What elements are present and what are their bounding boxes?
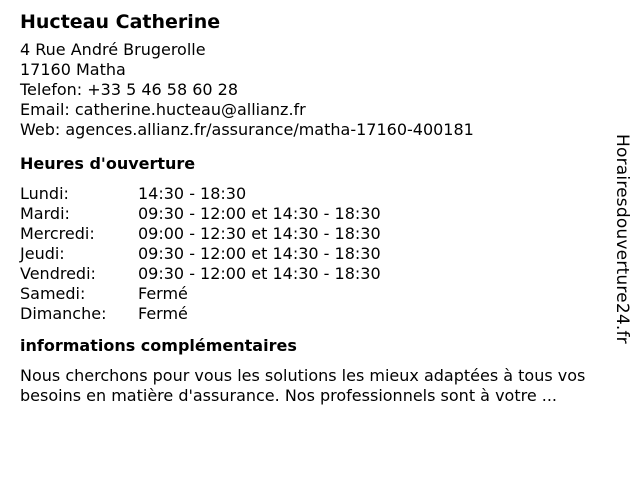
business-card [20,8,620,406]
contact-block [20,40,620,140]
phone-line[interactable]: Telefon: +33 5 46 58 60 28 [20,80,239,99]
day-hours: 09:00 - 12:30 et 14:30 - 18:30 [138,224,381,243]
day-label: Lundi: [20,184,69,203]
email-line[interactable]: Email: catherine.hucteau@allianz.fr [20,100,306,119]
extra-info-text: Nous cherchons pour vous les solutions les mieux adaptées à tous vos besoins en matière d'assurance. Nos professionnels sont à votre ... [20,366,586,405]
hours-row-saturday [20,284,620,304]
hours-row-tuesday [20,204,620,224]
day-label: Dimanche: [20,304,107,323]
day-hours: 09:30 - 12:00 et 14:30 - 18:30 [138,204,381,223]
hours-row-monday [20,184,620,204]
day-label: Mercredi: [20,224,95,243]
hours-heading: Heures d'ouverture [20,154,196,173]
day-label: Samedi: [20,284,86,303]
day-label: Jeudi: [20,244,65,263]
street-address: 4 Rue André Brugerolle [20,40,206,59]
day-label: Mardi: [20,204,70,223]
day-hours: 14:30 - 18:30 [138,184,247,203]
web-line[interactable]: Web: agences.allianz.fr/assurance/matha-17160-400181 [20,120,474,139]
hours-row-thursday [20,244,620,264]
day-label: Vendredi: [20,264,96,283]
hours-row-friday [20,264,620,284]
day-hours: Fermé [138,304,188,323]
hours-row-sunday [20,304,620,324]
site-watermark: Horairesdouverture24.fr [612,134,632,344]
hours-row-wednesday [20,224,620,244]
hours-table [20,184,620,324]
day-hours: 09:30 - 12:00 et 14:30 - 18:30 [138,264,381,283]
city-address: 17160 Matha [20,60,126,79]
business-name: Hucteau Catherine [20,11,221,33]
extra-info-heading: informations complémentaires [20,336,297,355]
day-hours: Fermé [138,284,188,303]
day-hours: 09:30 - 12:00 et 14:30 - 18:30 [138,244,381,263]
